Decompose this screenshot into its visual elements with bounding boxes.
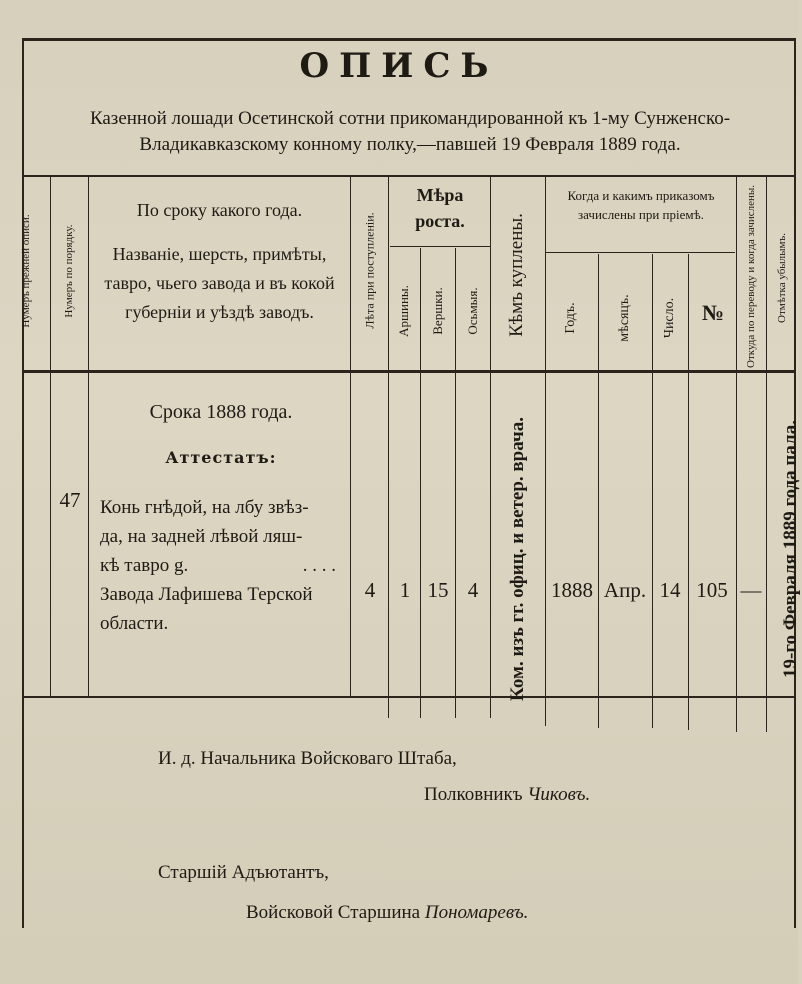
- signature-chief: [424, 784, 590, 806]
- cell-bought-by: Ком. изъ гг. офиц. и ветер. врача.: [507, 417, 528, 701]
- header-order-no: Нумеръ по порядку.: [63, 224, 75, 318]
- signature-adjutant-rank: Войсковой Старшина: [246, 902, 421, 923]
- header-bottom-rule: [22, 370, 796, 373]
- header-bought-by: Кѣмъ куплены.: [506, 213, 527, 337]
- entry-description: [100, 493, 350, 638]
- cell-eighths: 4: [467, 578, 479, 602]
- cell-month: Апр.: [603, 578, 647, 602]
- table-frame: [22, 38, 796, 928]
- entry-desc-dots: . . . .: [302, 555, 336, 576]
- enroll-group-rule: [545, 252, 735, 253]
- entry-certificate-label: Аттестатъ:: [165, 448, 277, 467]
- row-bottom-rule: [22, 696, 796, 698]
- header-removal-note: Отмѣтка убылымъ.: [776, 233, 788, 323]
- cell-vershoks: 15: [427, 578, 449, 602]
- header-month: мѣсяцъ.: [617, 294, 632, 342]
- signature-chief-title: И. д. Начальника Войсковаго Штаба,: [158, 748, 457, 769]
- entry-desc-line-2: да, на задней лѣвой ляш-: [100, 526, 303, 547]
- subtitle-line-1: Казенной лошади Осетинской сотни прикомандированной къ 1-му Сунженско-: [89, 108, 731, 129]
- col-divider: [88, 176, 89, 696]
- header-prev-inventory-no: Нумеръ прежней описи.: [20, 214, 32, 328]
- entry-desc-line-3-text: кѣ тавро g.: [100, 555, 189, 576]
- header-description: Названіе, шерсть, примѣты, тавро, чьего завода и въ кокой губерніи и уѣздѣ заводъ.: [104, 244, 335, 322]
- cell-removal-note: 19-го Февраля 1889 года пала.: [780, 420, 801, 678]
- cell-arshins: 1: [399, 578, 411, 602]
- col-divider: [652, 254, 653, 728]
- header-eighths: Осьмыя.: [465, 287, 480, 335]
- col-divider: [388, 176, 389, 718]
- header-arshins: Аршины.: [396, 285, 411, 337]
- header-vershoks: Вершки.: [430, 287, 445, 335]
- header-height-group: Мѣра роста.: [415, 185, 465, 231]
- entry-desc-line-3: [100, 551, 350, 580]
- col-divider: [490, 176, 491, 718]
- col-divider: [350, 176, 351, 696]
- header-description-term: По сроку какого года.: [136, 200, 303, 220]
- cell-year: 1888: [551, 578, 593, 602]
- signature-adjutant-title: Старшій Адъютантъ,: [158, 862, 329, 883]
- subtitle-line-2: Владикавказскому конному полку,—павшей 19 Февраля 1889 года.: [139, 134, 681, 155]
- header-day: Число.: [662, 297, 677, 339]
- header-number: №: [701, 300, 725, 325]
- signature-adjutant-name: Пономаревъ.: [424, 902, 529, 923]
- height-group-rule: [390, 246, 490, 247]
- header-top-rule: [22, 175, 796, 177]
- entry-desc-line-5: области.: [100, 613, 169, 634]
- col-divider: [420, 248, 421, 718]
- cell-age: 4: [364, 578, 376, 602]
- signature-chief-rank: Полковникъ: [424, 784, 523, 805]
- col-divider: [455, 248, 456, 718]
- entry-desc-line-1: Конь гнѣдой, на лбу звѣз-: [100, 497, 309, 518]
- col-divider: [688, 254, 689, 730]
- col-divider: [50, 176, 51, 696]
- entry-desc-line-4: Завода Лафишева Терской: [100, 584, 313, 605]
- header-age-at-entry: Лѣта при поступленіи.: [362, 212, 377, 329]
- header-year: Годъ.: [563, 302, 578, 334]
- col-divider: [736, 176, 737, 732]
- entry-term: Срока 1888 года.: [149, 401, 293, 423]
- cell-transfer: —: [740, 578, 762, 602]
- header-enrollment-group: Когда и какимъ приказомъ зачислены при пріемѣ.: [567, 188, 715, 222]
- col-divider: [766, 176, 767, 732]
- cell-order-no: 47: [59, 488, 81, 512]
- signature-chief-name: Чиковъ.: [527, 784, 591, 805]
- page-subtitle: [30, 106, 790, 158]
- header-transfer-from: Откуда по переводу и когда зачислены.: [745, 184, 757, 368]
- col-divider: [545, 176, 546, 726]
- col-divider: [598, 254, 599, 728]
- cell-number: 105: [696, 578, 728, 602]
- cell-day: 14: [659, 578, 681, 602]
- page-title: ОПИСЬ: [299, 46, 499, 86]
- signature-adjutant: [246, 902, 528, 924]
